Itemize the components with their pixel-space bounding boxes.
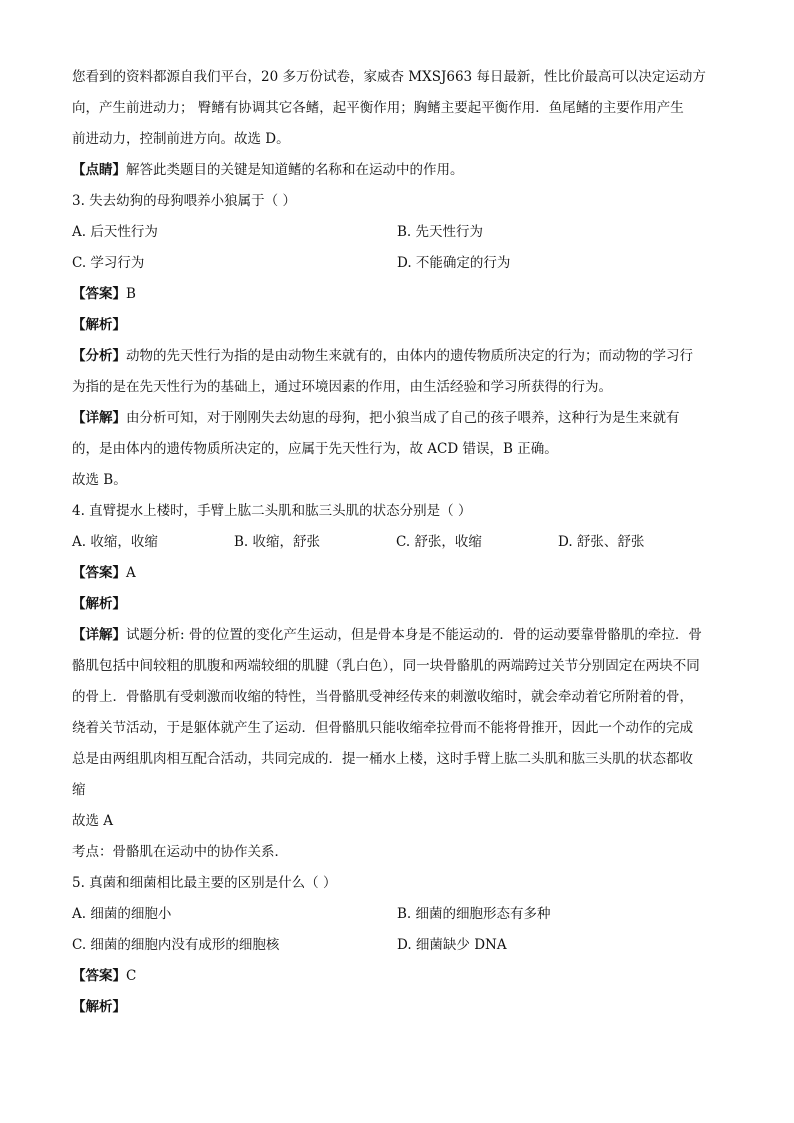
q3-jiexi-tag: 【解析】 bbox=[72, 317, 126, 333]
intro-line-3: 前进动力，控制前进方向。故选 D。 bbox=[72, 131, 290, 147]
q4-xiangjie-line-5: 总是由两组肌肉相互配合活动，共同完成的．提一桶水上楼，这时手臂上肱二头肌和肱三头肌的状态都收 bbox=[72, 751, 693, 767]
q3-stem: 3. 失去幼狗的母狗喂养小狼属于（ ） bbox=[72, 193, 296, 209]
q5-options-row-2 bbox=[72, 930, 722, 961]
q5-stem: 5. 真菌和细菌相比最主要的区别是什么（ ） bbox=[72, 875, 337, 891]
q4-xiangjie-text-1: 试题分析: 骨的位置的变化产生运动，但是骨本身是不能运动的．骨的运动要靠骨骼肌的牵拉．骨 bbox=[126, 627, 702, 643]
q3-options-row-1 bbox=[72, 217, 722, 248]
dianjing-text: 解答此类题目的关键是知道鳍的名称和在运动中的作用。 bbox=[126, 162, 464, 178]
q4-xiangjie-line-6: 缩 bbox=[72, 782, 86, 798]
q3-option-c: C. 学习行为 bbox=[72, 255, 145, 271]
q3-fenxi-line-2: 为指的是在先天性行为的基础上，通过环境因素的作用，由生活经验和学习所获得的行为。 bbox=[72, 379, 612, 395]
intro-line-1: 您看到的资料都源自我们平台，20 多万份试卷，家威杏 MXSJ663 每日最新，性比价最高可以决定运动方 bbox=[72, 69, 706, 85]
q5-jiexi-tag: 【解析】 bbox=[72, 999, 126, 1015]
document-page bbox=[72, 62, 722, 1023]
q4-xiangjie-tag: 【详解】 bbox=[72, 627, 126, 643]
q3-option-d: D. 不能确定的行为 bbox=[397, 255, 511, 271]
q4-option-c: C. 舒张，收缩 bbox=[396, 534, 482, 550]
q4-options-row bbox=[72, 527, 722, 558]
q4-answer-line bbox=[72, 558, 722, 589]
q3-answer: B bbox=[126, 286, 136, 302]
q4-xiangjie-line-1 bbox=[72, 620, 722, 651]
q4-xiangjie-line-2: 骼肌包括中间较粗的肌腹和两端较细的肌腱（乳白色），同一块骨骼肌的两端跨过关节分别固定在两块不同 bbox=[72, 658, 700, 674]
q5-options-row-1 bbox=[72, 899, 722, 930]
q4-xiangjie-line-4: 绕着关节活动，于是躯体就产生了运动．但骨骼肌只能收缩牵拉骨而不能将骨推开，因此一个动作的完成 bbox=[72, 720, 693, 736]
q4-xiangjie-line-3: 的骨上．骨骼肌有受刺激而收缩的特性，当骨骼肌受神经传来的刺激收缩时，就会牵动着它所附着的骨， bbox=[72, 689, 693, 705]
q3-fenxi-text-1: 动物的先天性行为指的是由动物生来就有的，由体内的遗传物质所决定的行为；而动物的学习行 bbox=[126, 348, 693, 364]
q3-fenxi-line-1 bbox=[72, 341, 722, 372]
q5-option-d: D. 细菌缺少 DNA bbox=[397, 937, 507, 953]
q3-option-b: B. 先天性行为 bbox=[397, 224, 484, 240]
q3-options-row-2 bbox=[72, 248, 722, 279]
q5-option-c: C. 细菌的细胞内没有成形的细胞核 bbox=[72, 937, 280, 953]
q4-kaodian: 考点：骨骼肌在运动中的协作关系． bbox=[72, 844, 288, 860]
dianjing-tag: 【点睛】 bbox=[72, 162, 126, 178]
q3-option-a: A. 后天性行为 bbox=[72, 224, 158, 240]
q5-option-b: B. 细菌的细胞形态有多种 bbox=[397, 906, 551, 922]
q3-xiangjie-text-1: 由分析可知，对于刚刚失去幼崽的母狗，把小狼当成了自己的孩子喂养，这种行为是生来就有 bbox=[126, 410, 680, 426]
q5-answer-line bbox=[72, 961, 722, 992]
intro-line-2: 向，产生前进动力； 臀鳍有协调其它各鳍，起平衡作用；胸鳍主要起平衡作用．鱼尾鳍的主要作用产生 bbox=[72, 100, 684, 116]
q3-xiangjie-line-1 bbox=[72, 403, 722, 434]
q4-conclusion: 故选 A bbox=[72, 813, 114, 829]
q4-answer: A bbox=[126, 565, 136, 581]
q3-fenxi-tag: 【分析】 bbox=[72, 348, 126, 364]
q4-option-d: D. 舒张、舒张 bbox=[558, 534, 645, 550]
q5-answer-tag: 【答案】 bbox=[72, 968, 126, 984]
q4-jiexi-tag: 【解析】 bbox=[72, 596, 126, 612]
q3-answer-tag: 【答案】 bbox=[72, 286, 126, 302]
q4-stem: 4. 直臂提水上楼时，手臂上肱二头肌和肱三头肌的状态分别是（ ） bbox=[72, 503, 472, 519]
q4-option-b: B. 收缩，舒张 bbox=[234, 534, 321, 550]
q3-conclusion: 故选 B。 bbox=[72, 472, 127, 488]
q4-answer-tag: 【答案】 bbox=[72, 565, 126, 581]
q3-xiangjie-line-2: 的，是由体内的遗传物质所决定的，应属于先天性行为，故 ACD 错误，B 正确。 bbox=[72, 441, 558, 457]
q3-answer-line bbox=[72, 279, 722, 310]
q5-answer: C bbox=[126, 968, 137, 984]
q4-option-a: A. 收缩，收缩 bbox=[72, 534, 158, 550]
dianjing-line bbox=[72, 155, 722, 186]
q5-option-a: A. 细菌的细胞小 bbox=[72, 906, 172, 922]
q3-xiangjie-tag: 【详解】 bbox=[72, 410, 126, 426]
